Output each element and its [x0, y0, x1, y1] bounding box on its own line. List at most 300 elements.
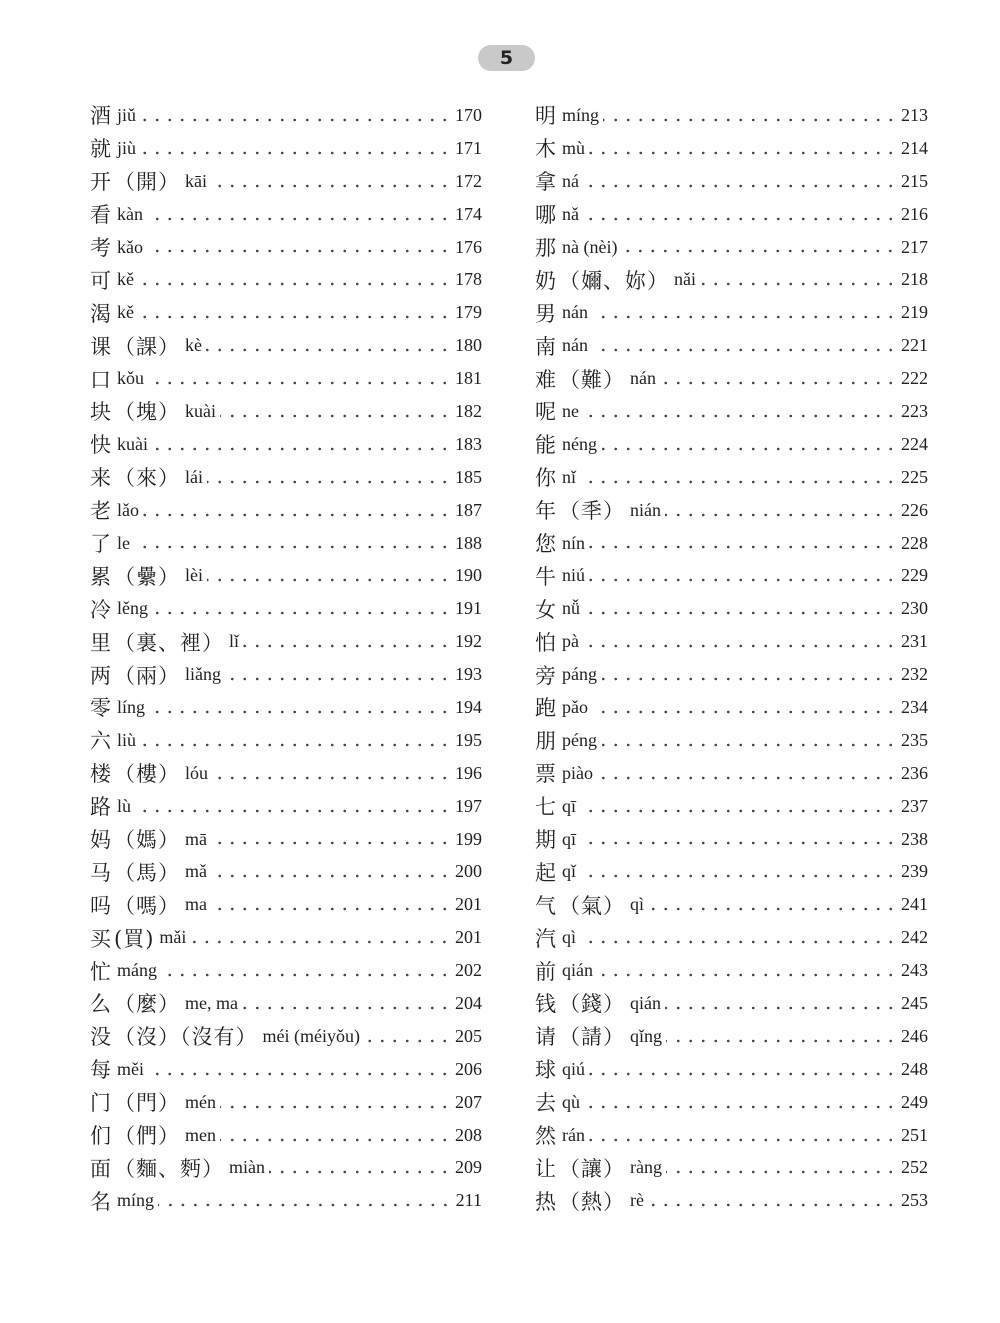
entry-simplified: 去: [535, 1091, 557, 1116]
dot-leader: [243, 644, 451, 648]
entry-simplified: 看: [90, 203, 112, 228]
index-entry: [535, 263, 928, 296]
entry-hanzi: [535, 660, 557, 690]
entry-hanzi: [535, 199, 557, 229]
entry-page-number: 201: [455, 894, 482, 915]
entry-pinyin: líng: [117, 696, 146, 717]
entry-pinyin: páng: [562, 664, 597, 685]
entry-simplified: 热: [535, 1189, 557, 1214]
index-entry: [535, 329, 928, 362]
entry-simplified: 就: [90, 137, 112, 162]
entry-simplified: 六: [90, 729, 112, 754]
entry-traditional: （沒）（沒有）: [114, 1025, 258, 1050]
dot-leader: [621, 249, 897, 253]
entry-hanzi: [535, 791, 557, 821]
entry-hanzi: [535, 166, 557, 196]
index-entry: [90, 790, 482, 823]
entry-page-number: 241: [901, 894, 928, 915]
index-entry: [90, 494, 482, 527]
entry-hanzi: [90, 791, 112, 821]
entry-simplified: 两: [90, 663, 112, 688]
entry-pinyin: pà: [562, 631, 579, 652]
dot-leader: [147, 249, 451, 253]
entry-pinyin: lái: [185, 466, 203, 487]
entry-hanzi: [90, 331, 180, 361]
entry-hanzi: [90, 199, 112, 229]
index-entry: [535, 987, 928, 1020]
entry-simplified: 考: [90, 236, 112, 260]
entry-hanzi: [90, 660, 180, 690]
index-entry: [90, 428, 482, 461]
dot-leader: [648, 1203, 897, 1207]
entry-simplified: 没: [90, 1025, 112, 1050]
dot-leader: [580, 809, 897, 813]
index-entry: [535, 1152, 928, 1185]
entry-page-number: 226: [901, 499, 928, 520]
entry-pinyin: míng: [562, 104, 600, 125]
entry-page-number: 236: [901, 762, 928, 783]
index-entry: [535, 1020, 928, 1053]
entry-pinyin: le: [117, 532, 130, 553]
index-entry: [90, 855, 482, 888]
entry-simplified: 让: [535, 1156, 557, 1181]
index-entry: [535, 165, 928, 198]
entry-page-number: 231: [901, 631, 928, 652]
index-entry: [90, 1119, 482, 1152]
index-entry: [90, 527, 482, 560]
entry-traditional: （麼）: [114, 992, 180, 1017]
dot-leader: [364, 1039, 451, 1043]
entry-pinyin: kě: [117, 269, 134, 290]
entry-hanzi: [535, 1186, 625, 1216]
entry-pinyin: qǐ: [562, 861, 577, 882]
entry-pinyin: lóu: [185, 762, 209, 783]
index-entry: [535, 527, 928, 560]
entry-traditional: （熱）: [559, 1189, 625, 1214]
index-entry: [90, 592, 482, 625]
entry-pinyin: mā: [185, 828, 207, 849]
index-entry: [90, 921, 482, 954]
dot-leader: [601, 447, 897, 451]
entry-hanzi: [90, 923, 154, 953]
entry-page-number: 192: [455, 631, 482, 652]
entry-simplified: 酒: [90, 104, 112, 129]
entry-hanzi: [90, 133, 112, 163]
entry-hanzi: [535, 364, 625, 394]
entry-hanzi: [535, 988, 625, 1018]
entry-hanzi: [90, 298, 112, 328]
entry-simplified: 路: [90, 795, 112, 820]
entry-hanzi: [535, 594, 557, 624]
entry-hanzi: [535, 857, 557, 887]
entry-pinyin: pǎo: [562, 696, 588, 717]
dot-leader: [603, 118, 897, 122]
dot-leader: [148, 381, 451, 385]
entry-simplified: 累: [90, 564, 112, 589]
entry-hanzi: [535, 890, 625, 920]
dot-leader: [212, 776, 451, 780]
entry-page-number: 229: [901, 565, 928, 586]
index-entry: [535, 1119, 928, 1152]
entry-hanzi: [90, 725, 112, 755]
dot-leader: [601, 677, 897, 681]
entry-page-number: 238: [901, 828, 928, 849]
entry-traditional: （嬭、妳）: [559, 268, 669, 293]
page-number-badge: 5: [478, 45, 535, 71]
index-entry: [535, 691, 928, 724]
index-entry: [535, 658, 928, 691]
index-entry: [535, 592, 928, 625]
entry-hanzi: [90, 462, 180, 492]
index-entry: [535, 132, 928, 165]
dot-leader: [158, 1203, 452, 1207]
index-entry: [535, 1184, 928, 1217]
index-entry: [90, 99, 482, 132]
index-entry: [90, 198, 482, 231]
dot-leader: [580, 841, 897, 845]
entry-simplified: 楼: [90, 762, 112, 787]
index-entry: [535, 231, 928, 264]
entry-pinyin: nǎ: [562, 203, 579, 224]
entry-page-number: 248: [901, 1058, 928, 1079]
entry-hanzi: [90, 265, 112, 295]
dot-leader: [149, 710, 451, 714]
entry-page-number: 197: [455, 795, 482, 816]
index-entry: [535, 428, 928, 461]
dot-leader: [211, 841, 451, 845]
entry-simplified: 面: [90, 1156, 112, 1181]
entry-page-number: 251: [901, 1124, 928, 1145]
entry-page-number: 187: [455, 499, 482, 520]
entry-hanzi: [535, 692, 557, 722]
entry-hanzi: [535, 396, 557, 426]
index-entry: [535, 296, 928, 329]
entry-pinyin: qǐng: [630, 1025, 663, 1046]
entry-pinyin: me, ma: [185, 992, 238, 1013]
entry-simplified: 每: [90, 1058, 112, 1083]
dot-leader: [589, 1138, 897, 1142]
index-entry: [90, 888, 482, 921]
dot-leader: [580, 480, 897, 484]
entry-traditional: （難）: [559, 367, 625, 392]
entry-hanzi: [90, 956, 112, 986]
index-entry: [535, 99, 928, 132]
entry-page-number: 234: [901, 696, 928, 717]
entry-pinyin: nián: [630, 499, 661, 520]
entry-hanzi: [535, 824, 557, 854]
entry-traditional: （氣）: [559, 893, 625, 918]
dot-leader: [140, 743, 451, 747]
entry-pinyin: kǒu: [117, 368, 144, 389]
dot-leader: [242, 1006, 451, 1010]
dot-leader: [211, 907, 451, 911]
entry-pinyin: nǐ: [562, 466, 577, 487]
entry-page-number: 224: [901, 433, 928, 454]
entry-hanzi: [90, 758, 180, 788]
entry-hanzi: [535, 725, 557, 755]
entry-page-number: 188: [455, 532, 482, 553]
entry-simplified: 渴: [90, 301, 112, 326]
entry-traditional: （嗎）: [114, 893, 180, 918]
dot-leader: [143, 513, 451, 517]
entry-pinyin: kāi: [185, 170, 207, 191]
dot-leader: [666, 1170, 897, 1174]
index-entry: [90, 1053, 482, 1086]
entry-pinyin: mǎ: [185, 861, 207, 882]
entry-page-number: 170: [455, 104, 482, 125]
entry-simplified: 期: [535, 828, 557, 853]
entry-pinyin: lǎo: [117, 499, 139, 520]
entry-pinyin: qī: [562, 795, 577, 816]
index-entry: [90, 823, 482, 856]
index-entry: [90, 1086, 482, 1119]
entry-pinyin: nǚ: [562, 598, 580, 619]
entry-pinyin: lù: [117, 795, 132, 816]
entry-page-number: 190: [455, 565, 482, 586]
entry-pinyin: qì: [630, 894, 645, 915]
entry-page-number: 221: [901, 335, 928, 356]
entry-simplified: 能: [535, 433, 557, 458]
entry-traditional: （請）: [559, 1025, 625, 1050]
entry-pinyin: kǎo: [117, 236, 143, 257]
dot-leader: [140, 118, 451, 122]
entry-page-number: 201: [455, 927, 482, 948]
entry-simplified: 明: [535, 104, 557, 129]
entry-page-number: 185: [455, 466, 482, 487]
entry-page-number: 245: [901, 992, 928, 1013]
entry-pinyin: ràng: [630, 1157, 662, 1178]
index-entry: [90, 296, 482, 329]
entry-page-number: 178: [455, 269, 482, 290]
index-entry: [535, 494, 928, 527]
index-column-right: [535, 99, 928, 1217]
dot-leader: [138, 315, 451, 319]
entry-page-number: 235: [901, 729, 928, 750]
index-entry: [535, 888, 928, 921]
dot-leader: [140, 151, 451, 155]
entry-page-number: 207: [455, 1091, 482, 1112]
index-entry: [90, 362, 482, 395]
dot-leader: [161, 973, 451, 977]
index-entry: [90, 1152, 482, 1185]
entry-page-number: 219: [901, 302, 928, 323]
entry-traditional: （來）: [114, 466, 180, 491]
entry-simplified: 那: [535, 236, 557, 260]
entry-simplified: 难: [535, 367, 557, 392]
entry-hanzi: [535, 923, 557, 953]
dot-leader: [135, 809, 451, 813]
index-column-left: [90, 99, 482, 1217]
entry-simplified: 妈: [90, 828, 112, 853]
entry-pinyin: míng: [117, 1190, 155, 1211]
entry-pinyin: nán: [630, 368, 656, 389]
entry-pinyin: néng: [562, 433, 597, 454]
entry-pinyin: miàn: [229, 1157, 265, 1178]
entry-hanzi: [535, 232, 557, 262]
entry-pinyin: liù: [117, 729, 137, 750]
entry-pinyin: máng: [117, 960, 157, 981]
entry-page-number: 218: [901, 269, 928, 290]
entry-simplified: 口: [90, 367, 112, 392]
index-entry: [90, 1020, 482, 1053]
dot-leader: [665, 513, 897, 517]
entry-pinyin: men: [185, 1124, 216, 1145]
dot-leader: [601, 743, 897, 747]
entry-simplified: 然: [535, 1124, 557, 1149]
index-entry: [535, 954, 928, 987]
entry-traditional: （馬）: [114, 860, 180, 885]
entry-simplified: 前: [535, 959, 557, 984]
dot-leader: [592, 710, 897, 714]
entry-simplified: 买: [90, 926, 112, 951]
entry-simplified: 南: [535, 334, 557, 359]
entry-hanzi: [90, 692, 112, 722]
dot-leader: [134, 545, 451, 549]
entry-pinyin: kè: [185, 335, 202, 356]
entry-simplified: 零: [90, 696, 112, 721]
entry-page-number: 232: [901, 664, 928, 685]
entry-traditional: （讓）: [559, 1156, 625, 1181]
entry-page-number: 239: [901, 861, 928, 882]
dot-leader: [152, 611, 451, 615]
dot-leader: [589, 151, 897, 155]
index-entry: [535, 395, 928, 428]
dot-leader: [592, 348, 897, 352]
entry-traditional: （媽）: [114, 828, 180, 853]
entry-page-number: 180: [455, 335, 482, 356]
entry-pinyin: ná: [562, 170, 579, 191]
entry-hanzi: [535, 528, 557, 558]
dot-leader: [583, 644, 897, 648]
entry-hanzi: [535, 1087, 557, 1117]
index-entry: [90, 954, 482, 987]
entry-pinyin: péng: [562, 729, 597, 750]
entry-page-number: 215: [901, 170, 928, 191]
entry-page-number: 252: [901, 1157, 928, 1178]
entry-hanzi: [90, 1054, 112, 1084]
entry-page-number: 204: [455, 992, 482, 1013]
entry-page-number: 172: [455, 170, 482, 191]
entry-traditional: （裏、裡）: [114, 630, 224, 655]
index-entry: [90, 1184, 482, 1217]
entry-pinyin: ne: [562, 400, 579, 421]
entry-simplified: 冷: [90, 597, 112, 622]
entry-traditional: （開）: [114, 170, 180, 195]
entry-hanzi: [535, 298, 557, 328]
entry-simplified: 牛: [535, 564, 557, 589]
entry-traditional: （們）: [114, 1124, 180, 1149]
entry-pinyin: lěng: [117, 598, 148, 619]
entry-pinyin: jiǔ: [117, 104, 137, 125]
entry-pinyin: qián: [630, 992, 661, 1013]
entry-pinyin: qù: [562, 1091, 580, 1112]
entry-hanzi: [535, 1120, 557, 1150]
index-entry: [90, 263, 482, 296]
entry-page-number: 246: [901, 1025, 928, 1046]
index-entry: [535, 790, 928, 823]
entry-simplified: 钱: [535, 992, 557, 1017]
entry-simplified: 气: [535, 893, 557, 918]
entry-hanzi: [90, 1186, 112, 1216]
entry-hanzi: [535, 758, 557, 788]
entry-hanzi: [535, 1153, 625, 1183]
entry-simplified: 女: [535, 597, 557, 622]
dot-leader: [592, 315, 897, 319]
entry-pinyin: liǎng: [185, 664, 221, 685]
entry-hanzi: [90, 1120, 180, 1150]
entry-page-number: 211: [455, 1190, 482, 1211]
index-entry: [535, 362, 928, 395]
dot-leader: [584, 611, 897, 615]
entry-page-number: 222: [901, 368, 928, 389]
dot-leader: [597, 973, 897, 977]
dot-leader: [580, 940, 897, 944]
dot-leader: [700, 282, 897, 286]
dot-leader: [225, 677, 451, 681]
entry-hanzi: [90, 1153, 224, 1183]
entry-pinyin: méi (méiyǒu): [262, 1025, 360, 1046]
entry-hanzi: [90, 824, 180, 854]
entry-simplified: 朋: [535, 729, 557, 754]
entry-simplified: 课: [90, 334, 112, 359]
index-entry: [535, 625, 928, 658]
entry-simplified: 名: [90, 1189, 112, 1214]
entry-traditional: （課）: [114, 334, 180, 359]
dot-leader: [665, 1006, 897, 1010]
dot-leader: [206, 348, 451, 352]
entry-simplified: 起: [535, 860, 557, 885]
index-entry: [90, 987, 482, 1020]
entry-pinyin: nán: [562, 335, 588, 356]
entry-pinyin: rè: [630, 1190, 644, 1211]
dot-leader: [660, 381, 897, 385]
index-entry: [90, 165, 482, 198]
dot-leader: [583, 184, 897, 188]
dot-leader: [580, 874, 897, 878]
entry-traditional: （秊）: [559, 499, 625, 524]
entry-page-number: 181: [455, 368, 482, 389]
entry-pinyin: měi: [117, 1058, 144, 1079]
entry-hanzi: [90, 988, 180, 1018]
entry-traditional: （塊）: [114, 400, 180, 425]
entry-hanzi: [90, 1021, 258, 1051]
dot-leader: [269, 1170, 451, 1174]
entry-hanzi: [90, 232, 112, 262]
entry-traditional: （麵、麪）: [114, 1156, 224, 1181]
entry-simplified: 汽: [535, 926, 557, 951]
dot-leader: [648, 907, 897, 911]
entry-hanzi: [90, 561, 180, 591]
entry-hanzi: [90, 857, 180, 887]
entry-page-number: 216: [901, 203, 928, 224]
entry-simplified: 快: [90, 433, 112, 458]
index-entry: [535, 855, 928, 888]
entry-pinyin: kàn: [117, 203, 143, 224]
entry-page-number: 228: [901, 532, 928, 553]
index-entry: [535, 198, 928, 231]
entry-simplified: 你: [535, 466, 557, 491]
entry-simplified: 旁: [535, 663, 557, 688]
dot-leader: [589, 545, 897, 549]
entry-page-number: 176: [455, 236, 482, 257]
index-entry: [90, 132, 482, 165]
entry-pinyin: rán: [562, 1124, 585, 1145]
entry-traditional: （纍）: [114, 564, 180, 589]
entry-page-number: 200: [455, 861, 482, 882]
index-entry: [535, 823, 928, 856]
entry-traditional: （樓）: [114, 762, 180, 787]
index-entry: [535, 921, 928, 954]
